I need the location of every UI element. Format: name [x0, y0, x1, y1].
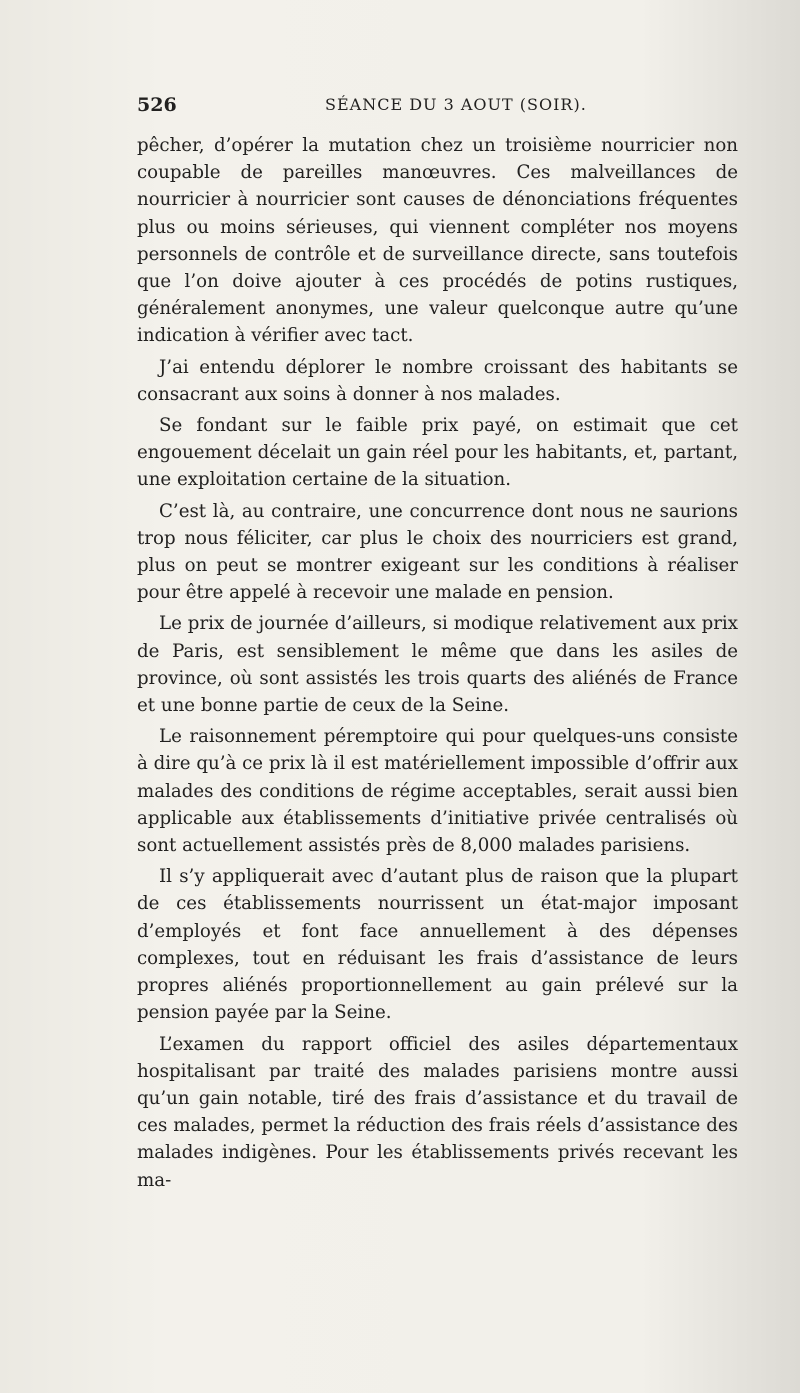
paragraph: L’examen du rapport officiel des asiles départementaux hospitalisant par traité des malades parisiens montre aussi qu’un gain notable, tiré des frais d’assistance et du travail de ces malades, permet la réduction des frais réels d’assistance des malades indigènes. Pour les établissements privés recevant les ma-: [137, 1033, 738, 1191]
paragraph: C’est là, au contraire, une concurrence dont nous ne saurions trop nous féliciter, car plus le choix des nourriciers est grand, plus on peut se montrer exigeant sur les conditions à réaliser pour être appelé à recevoir une malade en pension.: [137, 500, 738, 604]
running-title: SÉANCE DU 3 AOUT (SOIR).: [325, 95, 587, 114]
page-number: 526: [137, 94, 177, 116]
paragraph: pêcher, d’opérer la mutation chez un troisième nourricier non coupable de pareilles manœuvres. Ces malveillances de nourricier à nourricier sont causes de dénonciations fréquentes plus ou moins sérieuses, qui viennent compléter nos moyens personnels de contrôle et de surveillance directe, sans toutefois que l’on doive ajouter à ces procédés de potins rustiques, généralement anonymes, une valeur quelconque autre qu’une indication à vérifier avec tact.: [137, 135, 738, 347]
paragraph: J’ai entendu déplorer le nombre croissant des habitants se consacrant aux soins à donner à nos malades.: [137, 356, 738, 405]
running-head: [137, 94, 737, 124]
paragraph: Le raisonnement péremptoire qui pour quelques-uns consiste à dire qu’à ce prix là il est matériellement impossible d’offrir aux malades des conditions de régime acceptables, serait aussi bien applicable aux établissements d’initiative privée centralisés où sont actuellement assistés près de 8,000 malades parisiens.: [137, 726, 738, 857]
body-text: [137, 132, 738, 1198]
paragraph: Se fondant sur le faible prix payé, on estimait que cet engouement décelait un gain réel pour les habitants, et, partant, une exploitation certaine de la situation.: [137, 415, 738, 491]
paragraph: Le prix de journée d’ailleurs, si modique relativement aux prix de Paris, est sensiblement le même que dans les asiles de province, où sont assistés les trois quarts des aliénés de France et une bonne partie de ceux de la Seine.: [137, 613, 738, 717]
paragraph: Il s’y appliquerait avec d’autant plus de raison que la plupart de ces établissements nourrissent un état-major imposant d’employés et font face annuellement à des dépenses complexes, tout en réduisant les frais d’assistance de leurs propres aliénés proportionnellement au gain prélevé sur la pension payée par la Seine.: [137, 866, 738, 1024]
